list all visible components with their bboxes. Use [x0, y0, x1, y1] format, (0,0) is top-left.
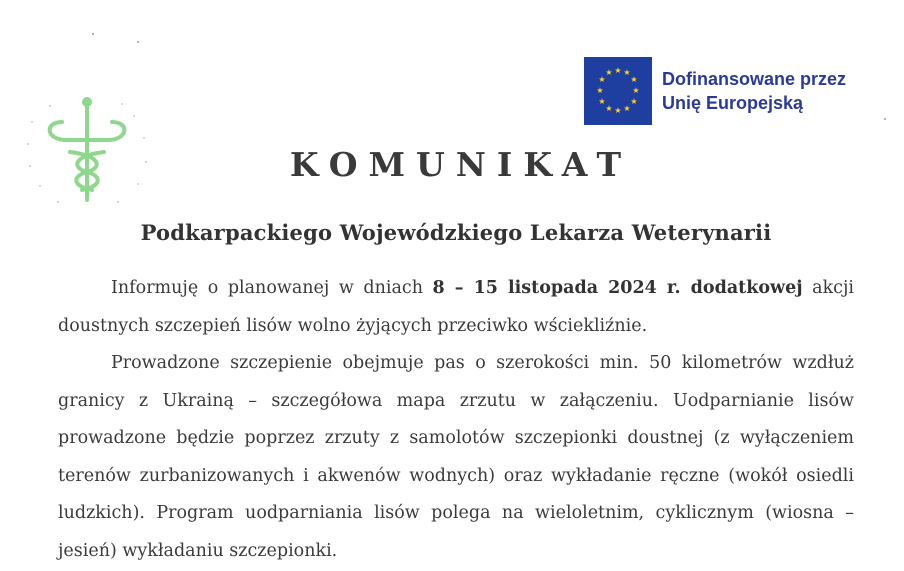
svg-text:★: ★ — [630, 97, 638, 106]
svg-text:★: ★ — [632, 86, 640, 95]
svg-text:★: ★ — [598, 97, 606, 106]
svg-text:★: ★ — [598, 75, 606, 84]
scan-speck — [137, 41, 139, 43]
scan-speck — [92, 33, 94, 35]
eu-badge-line1: Dofinansowane przez — [662, 69, 847, 89]
svg-text:★: ★ — [614, 106, 622, 115]
svg-text:★: ★ — [596, 86, 604, 95]
svg-text:★: ★ — [605, 104, 613, 113]
document-title: KOMUNIKAT — [289, 145, 633, 184]
document-subtitle: Podkarpackiego Wojewódzkiego Lekarza Weterynarii — [140, 220, 772, 245]
svg-text:★: ★ — [623, 68, 631, 77]
scan-speck — [884, 118, 886, 120]
campaign-dates: 8 – 15 listopada 2024 r. dodatkowej — [432, 278, 803, 298]
svg-text:★: ★ — [614, 66, 622, 75]
svg-text:★: ★ — [630, 75, 638, 84]
eu-flag-icon — [584, 57, 652, 125]
svg-text:★: ★ — [605, 68, 613, 77]
eu-badge-line2: Unię Europejską — [662, 93, 804, 113]
eu-funding-badge — [584, 57, 846, 125]
announcement-body — [58, 270, 854, 570]
paragraph-1-rest: akcji doustnych szczepień lisów wolno żyjących przeciwko wściekliźnie. — [58, 278, 854, 336]
paragraph-2: Prowadzone szczepienie obejmuje pas o szerokości min. 50 kilometrów wzdłuż granicy z Ukrainą – szczegółowa mapa zrzutu w załączeniu. Uodparnianie lisów prowadzone będzie poprzez zrzuty z samolotów szczepionki doustnej (z wyłączeniem terenów zurbanizowanych i akwenów wodnych) oraz wykładanie ręczne (wokół osiedli ludzkich). Program uodparniania lisów polega na wieloletnim, cyklicznym (wiosna – jesień) wykładaniu szczepionki. — [58, 353, 854, 561]
paragraph-1-intro: Informuję o planowanej w dniach — [111, 278, 433, 298]
svg-text:★: ★ — [623, 104, 631, 113]
paragraph-1 — [58, 270, 854, 345]
